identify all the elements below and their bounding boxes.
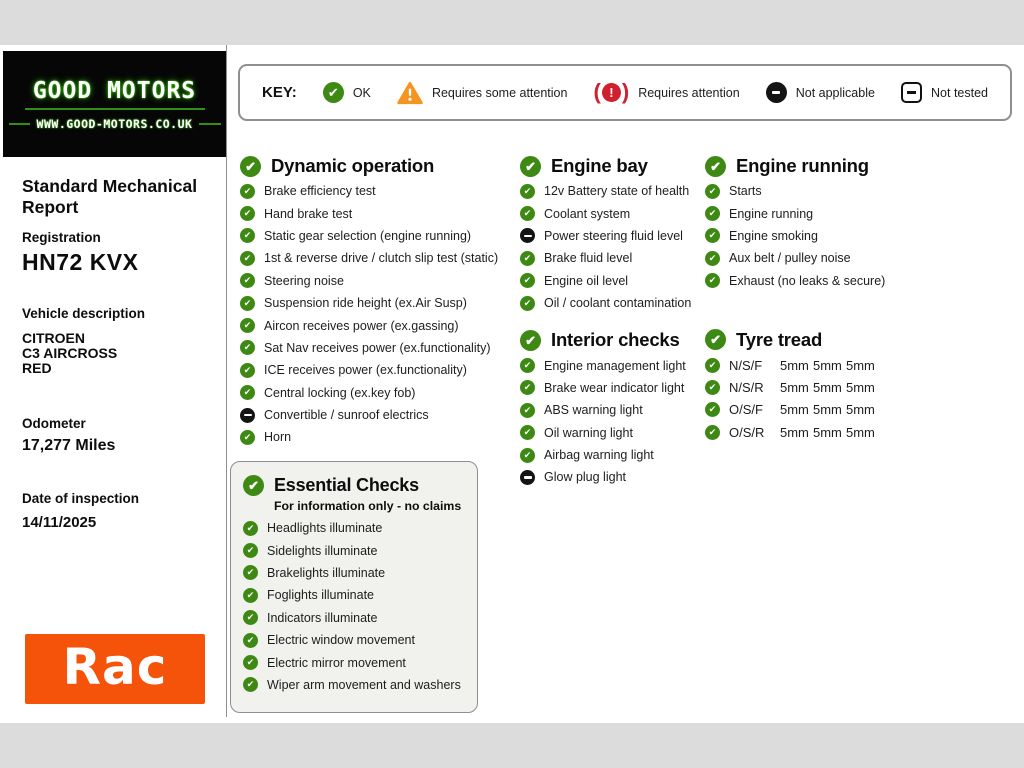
check-item-label: Brake wear indicator light bbox=[544, 380, 685, 395]
tyre-row bbox=[705, 421, 940, 443]
check-item bbox=[520, 292, 708, 314]
ok-icon bbox=[240, 363, 255, 378]
key-item-label: Requires attention bbox=[638, 85, 740, 100]
ok-icon bbox=[240, 318, 255, 333]
bottom-gray-bar bbox=[0, 723, 1024, 768]
ok-icon bbox=[240, 430, 255, 445]
tyre-row bbox=[705, 354, 940, 376]
check-item bbox=[705, 270, 940, 292]
check-item bbox=[240, 180, 520, 202]
section-essential-checks bbox=[230, 461, 478, 713]
ok-icon bbox=[520, 206, 535, 221]
key-item-label: Not applicable bbox=[795, 85, 875, 100]
check-item bbox=[705, 180, 940, 202]
check-item bbox=[243, 651, 465, 673]
check-item bbox=[243, 674, 465, 696]
check-item bbox=[240, 225, 520, 247]
tyre-position-label: O/S/F bbox=[729, 402, 763, 418]
logo-rule-left bbox=[9, 123, 30, 125]
top-gray-bar bbox=[0, 0, 1024, 45]
check-item bbox=[520, 422, 708, 444]
check-item bbox=[243, 539, 465, 561]
ok-icon bbox=[520, 273, 535, 288]
tyre-depth-value: 5mm bbox=[846, 380, 875, 396]
section-header bbox=[705, 152, 940, 180]
ok-icon bbox=[520, 358, 535, 373]
logo-url-row bbox=[9, 117, 221, 131]
tyre-depth-value: 5mm bbox=[813, 357, 842, 373]
ok-icon bbox=[240, 385, 255, 400]
key-item-ok bbox=[323, 82, 371, 103]
inspection-date-value: 14/11/2025 bbox=[22, 514, 97, 531]
check-list bbox=[243, 517, 465, 696]
ok-icon bbox=[243, 521, 258, 536]
ok-icon bbox=[243, 588, 258, 603]
check-item-label: Engine smoking bbox=[729, 228, 818, 243]
tyre-depth-value: 5mm bbox=[846, 424, 875, 440]
check-item bbox=[243, 517, 465, 539]
tyre-depth-value: 5mm bbox=[846, 402, 875, 418]
key-item-requires-attention bbox=[593, 78, 740, 104]
column-engine-bay-interior bbox=[520, 152, 708, 489]
ok-icon bbox=[520, 296, 535, 311]
tyre-tread-table bbox=[705, 354, 940, 444]
check-item bbox=[240, 426, 520, 448]
check-item bbox=[243, 584, 465, 606]
section-header bbox=[240, 152, 520, 180]
key-item-not-tested bbox=[901, 82, 988, 103]
ok-icon bbox=[705, 329, 726, 350]
section-dynamic-operation bbox=[240, 152, 520, 449]
check-item-label: Engine oil level bbox=[544, 273, 629, 288]
report-sidebar bbox=[22, 176, 220, 531]
check-item bbox=[520, 202, 708, 224]
check-item-label: Sidelights illuminate bbox=[267, 543, 378, 558]
check-item bbox=[520, 354, 708, 376]
key-item-some-attention bbox=[397, 81, 568, 105]
tyre-position-label: O/S/R bbox=[729, 424, 765, 440]
check-list bbox=[520, 180, 708, 314]
logo-underline bbox=[25, 108, 205, 110]
dealer-website: WWW.GOOD-MOTORS.CO.UK bbox=[36, 116, 193, 131]
tyre-depth-value: 5mm bbox=[780, 357, 809, 373]
ok-icon bbox=[240, 228, 255, 243]
tyre-depth-value: 5mm bbox=[813, 380, 842, 396]
key-item-label: Not tested bbox=[931, 85, 988, 100]
check-item bbox=[240, 202, 520, 224]
not-applicable-icon bbox=[520, 470, 535, 485]
dealer-logo-title: GOOD MOTORS bbox=[32, 77, 197, 104]
check-item bbox=[705, 225, 940, 247]
key-item-label: OK bbox=[352, 85, 371, 100]
vehicle-make: CITROEN bbox=[22, 330, 85, 346]
ok-icon bbox=[705, 228, 720, 243]
ok-icon bbox=[520, 403, 535, 418]
check-item-label: Electric mirror movement bbox=[267, 655, 406, 670]
section-title: Tyre tread bbox=[736, 328, 823, 350]
check-item bbox=[240, 337, 520, 359]
check-item-label: Aircon receives power (ex.gassing) bbox=[264, 318, 459, 333]
registration-value: HN72 KVX bbox=[22, 249, 139, 275]
key-item-label: Requires some attention bbox=[431, 85, 568, 100]
dealer-logo bbox=[3, 51, 226, 157]
check-item-label: Brake fluid level bbox=[544, 251, 633, 266]
section-header bbox=[243, 472, 465, 498]
tyre-depth-value: 5mm bbox=[780, 380, 809, 396]
vehicle-model: C3 AIRCROSS bbox=[22, 345, 118, 361]
tyre-row bbox=[705, 399, 940, 421]
check-item bbox=[520, 444, 708, 466]
rac-logo-text: Rac bbox=[62, 638, 168, 696]
check-item bbox=[520, 399, 708, 421]
check-item bbox=[705, 247, 940, 269]
check-item-label: Wiper arm movement and washers bbox=[267, 677, 461, 692]
check-item-label: Electric window movement bbox=[267, 633, 415, 648]
not-applicable-icon bbox=[520, 228, 535, 243]
not-applicable-icon bbox=[766, 82, 787, 103]
tyre-depth-value: 5mm bbox=[813, 424, 842, 440]
check-item-label: Headlights illuminate bbox=[267, 521, 383, 536]
check-item-label: Sat Nav receives power (ex.functionality) bbox=[264, 340, 491, 355]
ok-icon bbox=[240, 273, 255, 288]
section-title: Engine bay bbox=[551, 155, 648, 176]
check-item bbox=[705, 202, 940, 224]
check-item bbox=[520, 247, 708, 269]
check-item bbox=[243, 607, 465, 629]
section-interior-checks bbox=[520, 326, 708, 488]
check-item bbox=[240, 314, 520, 336]
check-item-label: Steering noise bbox=[264, 273, 344, 288]
section-header bbox=[520, 326, 708, 354]
ok-icon bbox=[240, 251, 255, 266]
section-header bbox=[520, 152, 708, 180]
ok-icon bbox=[240, 156, 261, 177]
check-item bbox=[520, 225, 708, 247]
check-item bbox=[240, 404, 520, 426]
ok-icon bbox=[243, 610, 258, 625]
vehicle-description-label: Vehicle description bbox=[22, 306, 146, 321]
tyre-depth-value: 5mm bbox=[846, 357, 875, 373]
check-item-label: Central locking (ex.key fob) bbox=[264, 385, 416, 400]
odometer-value: 17,277 Miles bbox=[22, 437, 116, 454]
not-applicable-icon bbox=[240, 408, 255, 423]
check-item-label: 1st & reverse drive / clutch slip test (static) bbox=[264, 251, 499, 266]
check-item-label: 12v Battery state of health bbox=[544, 184, 690, 199]
odometer-label: Odometer bbox=[22, 416, 86, 431]
section-title: Interior checks bbox=[551, 329, 680, 351]
ok-icon bbox=[705, 380, 720, 395]
check-item-label: Power steering fluid level bbox=[544, 228, 683, 243]
check-item-label: Engine running bbox=[729, 206, 814, 221]
section-title: Dynamic operation bbox=[271, 155, 435, 176]
rac-logo bbox=[25, 634, 205, 704]
ok-icon bbox=[323, 82, 344, 103]
ok-icon bbox=[705, 206, 720, 221]
ok-icon bbox=[240, 206, 255, 221]
check-item-label: Foglights illuminate bbox=[267, 588, 374, 603]
tyre-depth-value: 5mm bbox=[780, 402, 809, 418]
registration-label: Registration bbox=[22, 230, 101, 245]
section-title: Essential Checks bbox=[274, 474, 419, 495]
ok-icon bbox=[705, 156, 726, 177]
ok-icon bbox=[705, 273, 720, 288]
section-title: Engine running bbox=[736, 155, 869, 176]
check-item-label: Exhaust (no leaks & secure) bbox=[729, 273, 886, 288]
check-item-label: Indicators illuminate bbox=[267, 610, 378, 625]
ok-icon bbox=[243, 633, 258, 648]
tyre-row bbox=[705, 376, 940, 398]
section-engine-bay bbox=[520, 152, 708, 314]
check-item-label: Coolant system bbox=[544, 206, 631, 221]
check-list bbox=[520, 354, 708, 488]
check-item-label: Engine management light bbox=[544, 358, 686, 373]
check-item bbox=[240, 292, 520, 314]
check-item-label: Suspension ride height (ex.Air Susp) bbox=[264, 296, 467, 311]
ok-icon bbox=[705, 251, 720, 266]
ok-icon bbox=[520, 425, 535, 440]
check-list bbox=[705, 180, 940, 292]
check-item-label: Airbag warning light bbox=[544, 448, 654, 463]
ok-icon bbox=[520, 184, 535, 199]
ok-icon bbox=[705, 425, 720, 440]
check-item-label: Brakelights illuminate bbox=[267, 565, 386, 580]
check-item bbox=[240, 270, 520, 292]
warning-triangle-icon bbox=[397, 81, 423, 105]
logo-rule-right bbox=[199, 123, 220, 125]
check-item bbox=[240, 382, 520, 404]
section-header bbox=[705, 326, 940, 354]
ok-icon bbox=[243, 543, 258, 558]
check-item-label: Oil warning light bbox=[544, 425, 633, 440]
check-item bbox=[520, 466, 708, 488]
ok-icon bbox=[243, 565, 258, 580]
check-item-label: Aux belt / pulley noise bbox=[729, 251, 851, 266]
ok-icon bbox=[243, 655, 258, 670]
ok-icon bbox=[705, 358, 720, 373]
check-list bbox=[240, 180, 520, 449]
tyre-position-label: N/S/F bbox=[729, 357, 763, 373]
section-engine-running bbox=[705, 152, 940, 292]
check-item-label: Horn bbox=[264, 430, 292, 445]
ok-icon bbox=[520, 251, 535, 266]
check-item-label: Hand brake test bbox=[264, 206, 353, 221]
check-item-label: Static gear selection (engine running) bbox=[264, 228, 472, 243]
check-item-label: ICE receives power (ex.functionality) bbox=[264, 363, 467, 378]
tyre-position-label: N/S/R bbox=[729, 380, 764, 396]
report-title: Standard Mechanical Report bbox=[22, 176, 198, 217]
key-legend bbox=[238, 64, 1012, 121]
check-item bbox=[520, 180, 708, 202]
ok-icon bbox=[520, 448, 535, 463]
ok-icon bbox=[705, 402, 720, 417]
check-item-label: Convertible / sunroof electrics bbox=[264, 408, 429, 423]
tyre-depth-value: 5mm bbox=[813, 402, 842, 418]
key-item-not-applicable bbox=[766, 82, 875, 103]
check-item-label: Oil / coolant contamination bbox=[544, 296, 692, 311]
tyre-depth-value: 5mm bbox=[780, 424, 809, 440]
ok-icon bbox=[240, 340, 255, 355]
ok-icon bbox=[520, 156, 541, 177]
ok-icon bbox=[520, 380, 535, 395]
ok-icon bbox=[705, 184, 720, 199]
check-item-label: Starts bbox=[729, 184, 762, 199]
check-item bbox=[520, 377, 708, 399]
ok-icon bbox=[520, 330, 541, 351]
ok-icon bbox=[243, 475, 264, 496]
check-item bbox=[243, 629, 465, 651]
sidebar-divider bbox=[226, 45, 227, 717]
ok-icon bbox=[240, 184, 255, 199]
ok-icon bbox=[243, 677, 258, 692]
check-item bbox=[243, 562, 465, 584]
vehicle-colour: RED bbox=[22, 360, 52, 376]
key-label: KEY: bbox=[262, 84, 297, 101]
not-tested-icon bbox=[901, 82, 922, 103]
check-item bbox=[240, 359, 520, 381]
check-item bbox=[240, 247, 520, 269]
check-item-label: Glow plug light bbox=[544, 470, 626, 485]
section-tyre-tread bbox=[705, 326, 940, 444]
inspection-date-label: Date of inspection bbox=[22, 491, 140, 506]
check-item-label: Brake efficiency test bbox=[264, 184, 376, 199]
check-item-label: ABS warning light bbox=[544, 403, 643, 418]
check-item bbox=[520, 270, 708, 292]
alert-icon: ( ! ) bbox=[593, 78, 630, 104]
essential-checks-subtitle: For information only - no claims bbox=[274, 499, 462, 513]
column-engine-running-tyre bbox=[705, 152, 940, 444]
ok-icon bbox=[240, 296, 255, 311]
